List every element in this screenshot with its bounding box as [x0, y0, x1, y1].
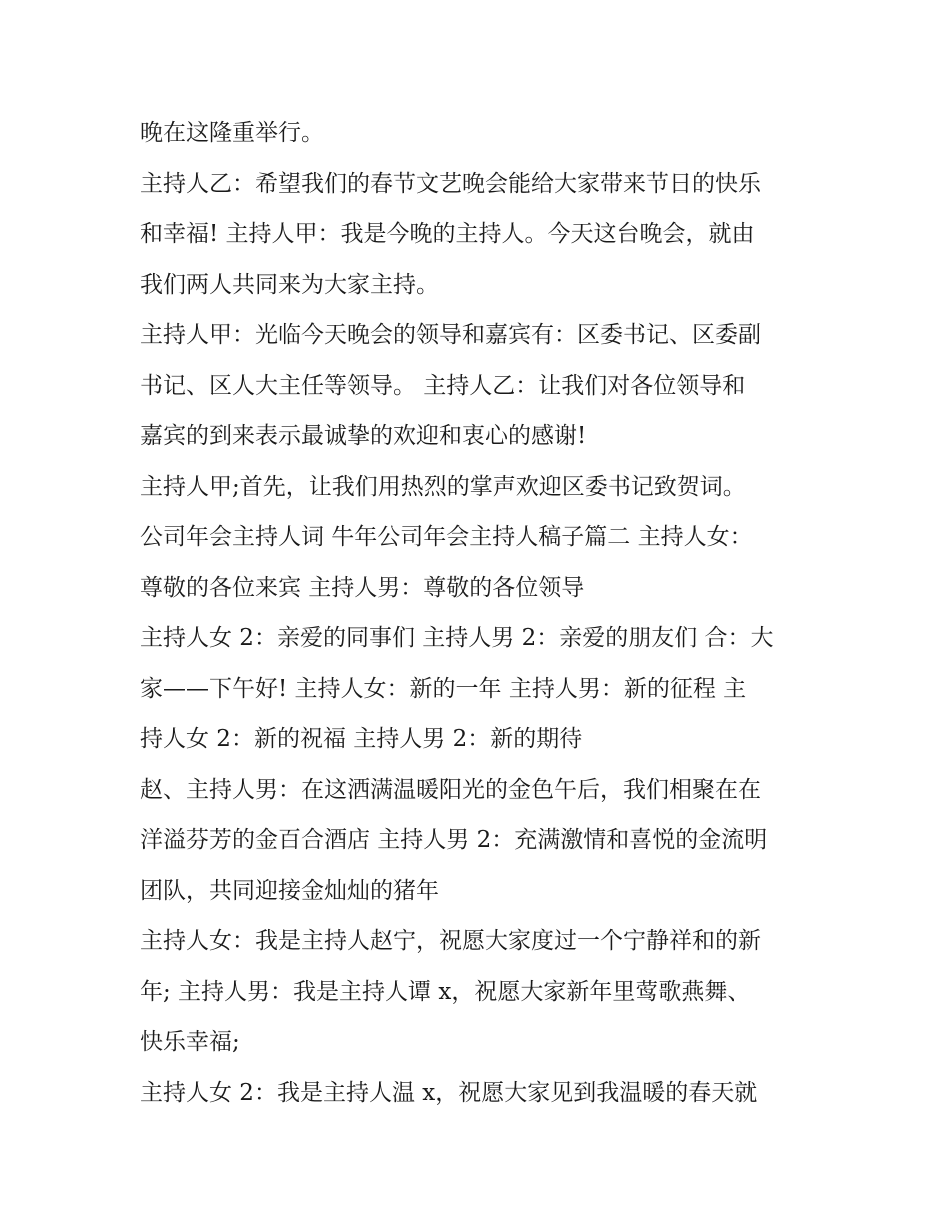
text-line: 嘉宾的到来表示最诚挚的欢迎和衷心的感谢! [140, 423, 587, 449]
text-line: 赵、主持人男：在这洒满温暖阳光的金色午后，我们相聚在在 [140, 776, 761, 803]
text-line: 主持人甲;首先，让我们用热烈的掌声欢迎区委书记致贺词。 [140, 473, 746, 500]
text-line: 团队，共同迎接金灿灿的猪年 [140, 877, 439, 904]
text-line: 我们两人共同来为大家主持。 [140, 271, 439, 298]
text-line: 尊敬的各位来宾 主持人男：尊敬的各位领导 [140, 574, 585, 601]
text-line: 年; 主持人男：我是主持人谭 x，祝愿大家新年里莺歌燕舞、 [140, 978, 751, 1005]
text-line: 主持人甲：光临今天晚会的领导和嘉宾有：区委书记、区委副 [140, 322, 761, 348]
text-line: 家——下午好! 主持人女：新的一年 主持人男：新的征程 主 [140, 675, 747, 702]
text-line: 持人女 2：新的祝福 主持人男 2：新的期待 [140, 726, 583, 752]
text-line: 公司年会主持人词 牛年公司年会主持人稿子篇二 主持人女： [140, 524, 753, 550]
text-line: 快乐幸福; [140, 1029, 240, 1055]
text-line: 洋溢芬芳的金百合酒店 主持人男 2：充满激情和喜悦的金流明 [140, 827, 768, 853]
text-line: 主持人女：我是主持人赵宁，祝愿大家度过一个宁静祥和的新 [140, 928, 761, 954]
document-body [140, 108, 820, 1118]
text-line: 和幸福! 主持人甲：我是今晚的主持人。今天这台晚会，就由 [140, 221, 755, 247]
text-line: 主持人女 2：我是主持人温 x，祝愿大家见到我温暖的春天就 [140, 1079, 758, 1106]
text-line: 晚在这隆重举行。 [140, 120, 324, 146]
text-line: 书记、区人大主任等领导。 主持人乙：让我们对各位领导和 [140, 372, 746, 399]
text-line: 主持人乙：希望我们的春节文艺晚会能给大家带来节日的快乐 [140, 170, 761, 197]
text-line: 主持人女 2：亲爱的同事们 主持人男 2：亲爱的朋友们 合：大 [140, 625, 774, 651]
